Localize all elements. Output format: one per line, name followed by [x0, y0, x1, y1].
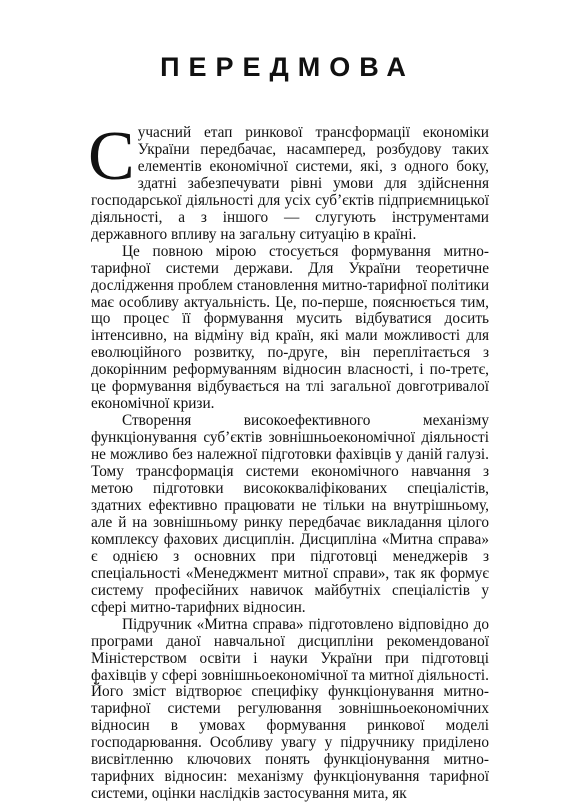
page-title: ПЕРЕДМОВА: [160, 52, 415, 82]
paragraph-1-text: учасний етап ринкової трансформації економіки України передбачає, насамперед, розбудову таких елементів економічної системи, які, з одного боку, здатні забезпечувати рівні умови для здійснення господарської діяльності для усіх суб’єктів підприємницької діяльності, а з іншого — слугують інструментами державного впливу на загальну ситуацію в країні.: [91, 124, 489, 243]
paragraph-2: Це повною мірою стосується формування митно-тарифної системи держави. Для України теоретичне дослідження проблем становлення митно-тарифної політики має особливу актуальність. Це, по-перше, пояснюється тим, що процес її формування мусить відбуватися досить інтенсивно, на відміну від країн, які мали можливості для еволюційного розвитку, по-друге, він переплітається з докорінним реформуванням відносин власності, і по-третє, це формування відбувається на тлі загальної довготривалої економічної кризи.: [91, 242, 489, 413]
paragraph-3: Створення високоефективного механізму функціонування суб’єктів зовнішньоекономічної діяльності не можливо без належної підготовки фахівців у даній галузі. Тому трансформація системи економічного навчання з метою підготовки висококваліфікованих спеціалістів, здатних ефективно працювати не тільки на внутрішньому, але й на зовнішньому ринку передбачає викладання цілого комплексу фахових дисциплін. Дисципліна «Митна справа» є однією з основних при підготовці менеджерів з спеціальності «Менеджмент митної справи», так як формує систему професійних навичок майбутніх спеціалістів у сфері митно-тарифних відносин.: [91, 412, 489, 616]
drop-cap-letter: С: [88, 118, 135, 195]
paragraph-4: Підручник «Митна справа» підготовлено відповідно до програми даної навчальної дисципліни рекомендованої Міністерством освіти і науки України при підготовці фахівців у сфері зовнішньоекономічної та митної діяльності. Його зміст відтворює специфіку функціонування митно-тарифної системи регулювання зовнішньоекономічних відносин в умовах формування ринкової моделі господарювання. Особливу увагу у підручнику приділено висвітленню ключових понять функціонування митно-тарифних відносин: механізму функціонування тарифної системи, оцінки наслідків застосування мита, як: [91, 615, 489, 803]
paragraph-1: [88, 118, 489, 244]
body-text: [88, 118, 489, 803]
